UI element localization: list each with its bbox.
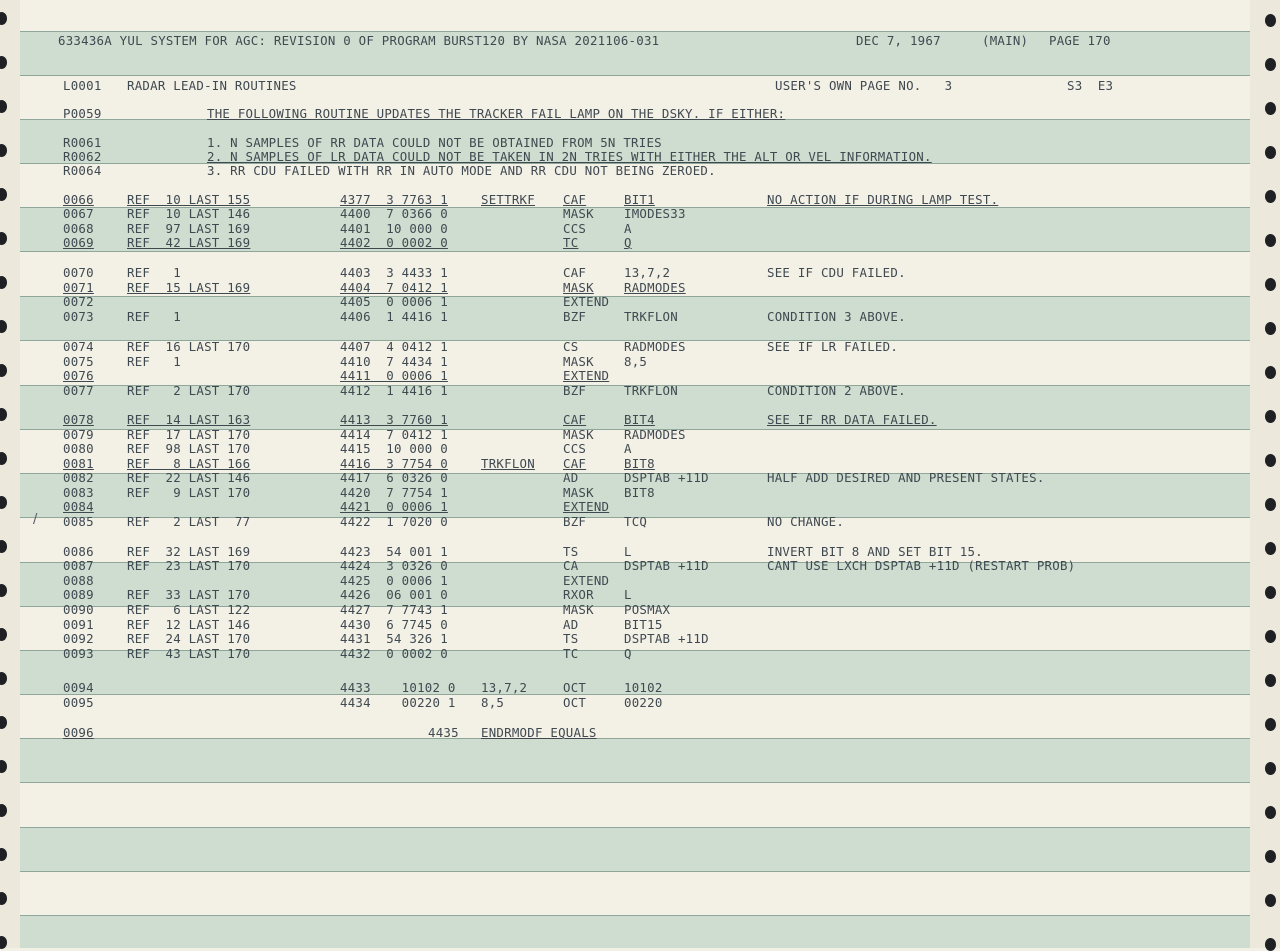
line-comment: INVERT BIT 8 AND SET BIT 15. [767, 544, 983, 559]
line-number: 0067 [63, 206, 94, 221]
address-code: 4406 1 4416 1 [340, 309, 448, 324]
operand: DSPTAB +11D [624, 558, 709, 573]
address-code: 4404 7 0412 1 [340, 280, 448, 295]
location-label: 8,5 [481, 695, 505, 710]
opcode: TC [563, 235, 579, 250]
line-number: 0085 [63, 514, 94, 529]
address-code: 4417 6 0326 0 [340, 470, 448, 485]
opcode: CAF [563, 412, 587, 427]
ref-info: REF 24 LAST 170 [127, 631, 251, 646]
ref-info: REF 17 LAST 170 [127, 427, 251, 442]
feed-hole [1265, 190, 1276, 203]
location-label: 13,7,2 [481, 680, 528, 695]
line-number: 0079 [63, 427, 94, 442]
line-number: 0091 [63, 617, 94, 632]
ref-info: REF 22 LAST 146 [127, 470, 251, 485]
opcode: EXTEND [563, 499, 610, 514]
line-number: 0087 [63, 558, 94, 573]
feed-hole [1265, 234, 1276, 247]
users-page-number: USER'S OWN PAGE NO. 3 [775, 78, 953, 93]
operand: TRKFLON [624, 309, 678, 324]
opcode: BZF [563, 514, 587, 529]
opcode: CAF [563, 456, 587, 471]
line-number: 0092 [63, 631, 94, 646]
comment-text: 2. N SAMPLES OF LR DATA COULD NOT BE TAKEN IN 2N TRIES WITH EITHER THE ALT OR VEL INFORMATION. [207, 149, 932, 164]
opcode: OCT [563, 695, 587, 710]
bar-rule [20, 827, 1250, 828]
line-number: 0071 [63, 280, 94, 295]
opcode: MASK [563, 485, 594, 500]
feed-hole [1265, 850, 1276, 863]
bar-rule [20, 871, 1250, 872]
line-number: 0084 [63, 499, 94, 514]
feed-hole [1265, 454, 1276, 467]
line-number: 0069 [63, 235, 94, 250]
comment-text: 1. N SAMPLES OF RR DATA COULD NOT BE OBTAINED FROM 5N TRIES [207, 135, 662, 150]
line-number: 0089 [63, 587, 94, 602]
operand: BIT8 [624, 485, 655, 500]
bar-rule [20, 782, 1250, 783]
opcode: TC [563, 646, 579, 661]
opcode: BZF [563, 383, 587, 398]
address-code: 4405 0 0006 1 [340, 294, 448, 309]
bar-rule [20, 915, 1250, 916]
opcode: CA [563, 558, 579, 573]
ref-info: REF 9 LAST 170 [127, 485, 251, 500]
ref-info: REF 98 LAST 170 [127, 441, 251, 456]
ref-info: REF 32 LAST 169 [127, 544, 251, 559]
line-comment: CANT USE LXCH DSPTAB +11D (RESTART PROB) [767, 558, 1076, 573]
bar-rule [20, 31, 1250, 32]
address-code: 4431 54 326 1 [340, 631, 448, 646]
header-section: (MAIN) [982, 33, 1029, 48]
ref-info: REF 2 LAST 170 [127, 383, 251, 398]
feed-hole [1265, 674, 1276, 687]
header-date: DEC 7, 1967 [856, 33, 941, 48]
operand: RADMODES [624, 280, 686, 295]
address-code: 4411 0 0006 1 [340, 368, 448, 383]
opcode: AD [563, 470, 579, 485]
comment-id: R0061 [63, 135, 102, 150]
operand: BIT1 [624, 192, 655, 207]
address-code: 4412 1 4416 1 [340, 383, 448, 398]
opcode: AD [563, 617, 579, 632]
operand: RADMODES [624, 427, 686, 442]
line-number: 0073 [63, 309, 94, 324]
feed-hole [1265, 410, 1276, 423]
log-codes: S3 E3 [1067, 78, 1114, 93]
operand: DSPTAB +11D [624, 470, 709, 485]
address-code: 4422 1 7020 0 [340, 514, 448, 529]
ref-info: REF 1 [127, 265, 181, 280]
comment-id: R0062 [63, 149, 102, 164]
line-comment: NO CHANGE. [767, 514, 845, 529]
feed-hole [1265, 718, 1276, 731]
opcode: CCS [563, 441, 587, 456]
operand: 8,5 [624, 354, 648, 369]
ref-info: REF 1 [127, 309, 181, 324]
address-code: 4416 3 7754 0 [340, 456, 448, 471]
address-code: 4400 7 0366 0 [340, 206, 448, 221]
address-code: 4423 54 001 1 [340, 544, 448, 559]
feed-hole [1265, 762, 1276, 775]
ref-info: REF 2 LAST 77 [127, 514, 251, 529]
address-code: 4414 7 0412 1 [340, 427, 448, 442]
opcode: EXTEND [563, 294, 610, 309]
ref-info: REF 8 LAST 166 [127, 456, 251, 471]
opcode: OCT [563, 680, 587, 695]
address-code: 4410 7 4434 1 [340, 354, 448, 369]
line-number: 0082 [63, 470, 94, 485]
operand: 10102 [624, 680, 663, 695]
feed-hole [1265, 14, 1276, 27]
operand: BIT8 [624, 456, 655, 471]
ref-info: REF 16 LAST 170 [127, 339, 251, 354]
operand: TCQ [624, 514, 648, 529]
location-label: SETTRKF [481, 192, 535, 207]
ref-info: REF 97 LAST 169 [127, 221, 251, 236]
log-title: RADAR LEAD-IN ROUTINES [127, 78, 297, 93]
bar-rule [20, 75, 1250, 76]
ref-info: REF 12 LAST 146 [127, 617, 251, 632]
line-number: 0094 [63, 680, 94, 695]
ref-info: REF 14 LAST 163 [127, 412, 251, 427]
line-number: 0093 [63, 646, 94, 661]
opcode: MASK [563, 427, 594, 442]
bar-rule [20, 251, 1250, 252]
green-bar [20, 915, 1250, 948]
line-comment: SEE IF LR FAILED. [767, 339, 899, 354]
ref-info: REF 23 LAST 170 [127, 558, 251, 573]
feed-hole [1265, 498, 1276, 511]
feed-hole [1265, 102, 1276, 115]
line-number: 0077 [63, 383, 94, 398]
line-number: 0072 [63, 294, 94, 309]
opcode: RXOR [563, 587, 594, 602]
bar-rule [20, 738, 1250, 739]
operand: IMODES33 [624, 206, 686, 221]
address-code: 4420 7 7754 1 [340, 485, 448, 500]
operand: L [624, 544, 632, 559]
page-header-title: 633436A YUL SYSTEM FOR AGC: REVISION 0 OF PROGRAM BURST120 BY NASA 2021106-031 [58, 33, 660, 48]
opcode: MASK [563, 280, 594, 295]
line-number: 0088 [63, 573, 94, 588]
ref-info: REF 43 LAST 170 [127, 646, 251, 661]
ref-info: REF 10 LAST 146 [127, 206, 251, 221]
operand: BIT4 [624, 412, 655, 427]
line-number: 0081 [63, 456, 94, 471]
line-number: 0080 [63, 441, 94, 456]
address-code: 4413 3 7760 1 [340, 412, 448, 427]
feed-hole [1265, 366, 1276, 379]
opcode: CAF [563, 265, 587, 280]
location-label: TRKFLON [481, 456, 535, 471]
feed-hole [1265, 278, 1276, 291]
green-bar [20, 738, 1250, 782]
operand: TRKFLON [624, 383, 678, 398]
operand: 13,7,2 [624, 265, 671, 280]
address-code: 4434 00220 1 [340, 695, 456, 710]
opcode: TS [563, 544, 579, 559]
line-number: 0066 [63, 192, 94, 207]
opcode: CAF [563, 192, 587, 207]
ref-info: REF 33 LAST 170 [127, 587, 251, 602]
opcode: MASK [563, 354, 594, 369]
opcode: CS [563, 339, 579, 354]
line-number: 0070 [63, 265, 94, 280]
feed-hole [1265, 322, 1276, 335]
line-number: 0068 [63, 221, 94, 236]
address-code: 4432 0 0002 0 [340, 646, 448, 661]
address-code: 4427 7 7743 1 [340, 602, 448, 617]
opcode: EXTEND [563, 368, 610, 383]
trailer-line-number: 0096 [63, 725, 94, 740]
opcode: CCS [563, 221, 587, 236]
trailer-address: 4435 [428, 725, 459, 740]
feed-hole [1265, 630, 1276, 643]
operand: POSMAX [624, 602, 671, 617]
line-comment: NO ACTION IF DURING LAMP TEST. [767, 192, 999, 207]
opcode: BZF [563, 309, 587, 324]
operand: A [624, 441, 632, 456]
opcode: MASK [563, 206, 594, 221]
line-number: 0095 [63, 695, 94, 710]
trailer-text: ENDRMODF EQUALS [481, 725, 597, 740]
bar-rule [20, 296, 1250, 297]
feed-hole [1265, 894, 1276, 907]
line-number: 0090 [63, 602, 94, 617]
ref-info: REF 6 LAST 122 [127, 602, 251, 617]
line-comment: HALF ADD DESIRED AND PRESENT STATES. [767, 470, 1045, 485]
feed-hole [1265, 586, 1276, 599]
line-number: 0074 [63, 339, 94, 354]
header-page-number: PAGE 170 [1049, 33, 1111, 48]
address-code: 4425 0 0006 1 [340, 573, 448, 588]
operand: A [624, 221, 632, 236]
pencil-tick-mark: / [33, 512, 38, 527]
ref-info: REF 1 [127, 354, 181, 369]
ref-info: REF 10 LAST 155 [127, 192, 251, 207]
opcode: TS [563, 631, 579, 646]
comment-id: R0064 [63, 163, 102, 178]
operand: 00220 [624, 695, 663, 710]
log-id: L0001 [63, 78, 102, 93]
address-code: 4377 3 7763 1 [340, 192, 448, 207]
feed-hole [1265, 806, 1276, 819]
operand: BIT15 [624, 617, 663, 632]
operand: L [624, 587, 632, 602]
address-code: 4407 4 0412 1 [340, 339, 448, 354]
ref-info: REF 15 LAST 169 [127, 280, 251, 295]
line-comment: SEE IF RR DATA FAILED. [767, 412, 937, 427]
line-number: 0083 [63, 485, 94, 500]
line-comment: SEE IF CDU FAILED. [767, 265, 906, 280]
line-number: 0078 [63, 412, 94, 427]
address-code: 4401 10 000 0 [340, 221, 448, 236]
right-tractor-margin [1250, 0, 1280, 948]
opcode: MASK [563, 602, 594, 617]
green-bar [20, 827, 1250, 871]
line-comment: CONDITION 2 ABOVE. [767, 383, 906, 398]
comment-text: THE FOLLOWING ROUTINE UPDATES THE TRACKER FAIL LAMP ON THE DSKY. IF EITHER: [207, 106, 786, 121]
address-code: 4426 06 001 0 [340, 587, 448, 602]
opcode: EXTEND [563, 573, 610, 588]
address-code: 4430 6 7745 0 [340, 617, 448, 632]
feed-hole [1265, 938, 1276, 951]
feed-hole [1265, 58, 1276, 71]
feed-hole [1265, 146, 1276, 159]
line-number: 0086 [63, 544, 94, 559]
line-number: 0075 [63, 354, 94, 369]
line-comment: CONDITION 3 ABOVE. [767, 309, 906, 324]
address-code: 4415 10 000 0 [340, 441, 448, 456]
address-code: 4402 0 0002 0 [340, 235, 448, 250]
operand: DSPTAB +11D [624, 631, 709, 646]
feed-hole [1265, 542, 1276, 555]
comment-text: 3. RR CDU FAILED WITH RR IN AUTO MODE AND RR CDU NOT BEING ZEROED. [207, 163, 716, 178]
line-number: 0076 [63, 368, 94, 383]
address-code: 4421 0 0006 1 [340, 499, 448, 514]
operand: RADMODES [624, 339, 686, 354]
address-code: 4403 3 4433 1 [340, 265, 448, 280]
operand: Q [624, 235, 632, 250]
address-code: 4424 3 0326 0 [340, 558, 448, 573]
operand: Q [624, 646, 632, 661]
ref-info: REF 42 LAST 169 [127, 235, 251, 250]
address-code: 4433 10102 0 [340, 680, 456, 695]
comment-id: P0059 [63, 106, 102, 121]
